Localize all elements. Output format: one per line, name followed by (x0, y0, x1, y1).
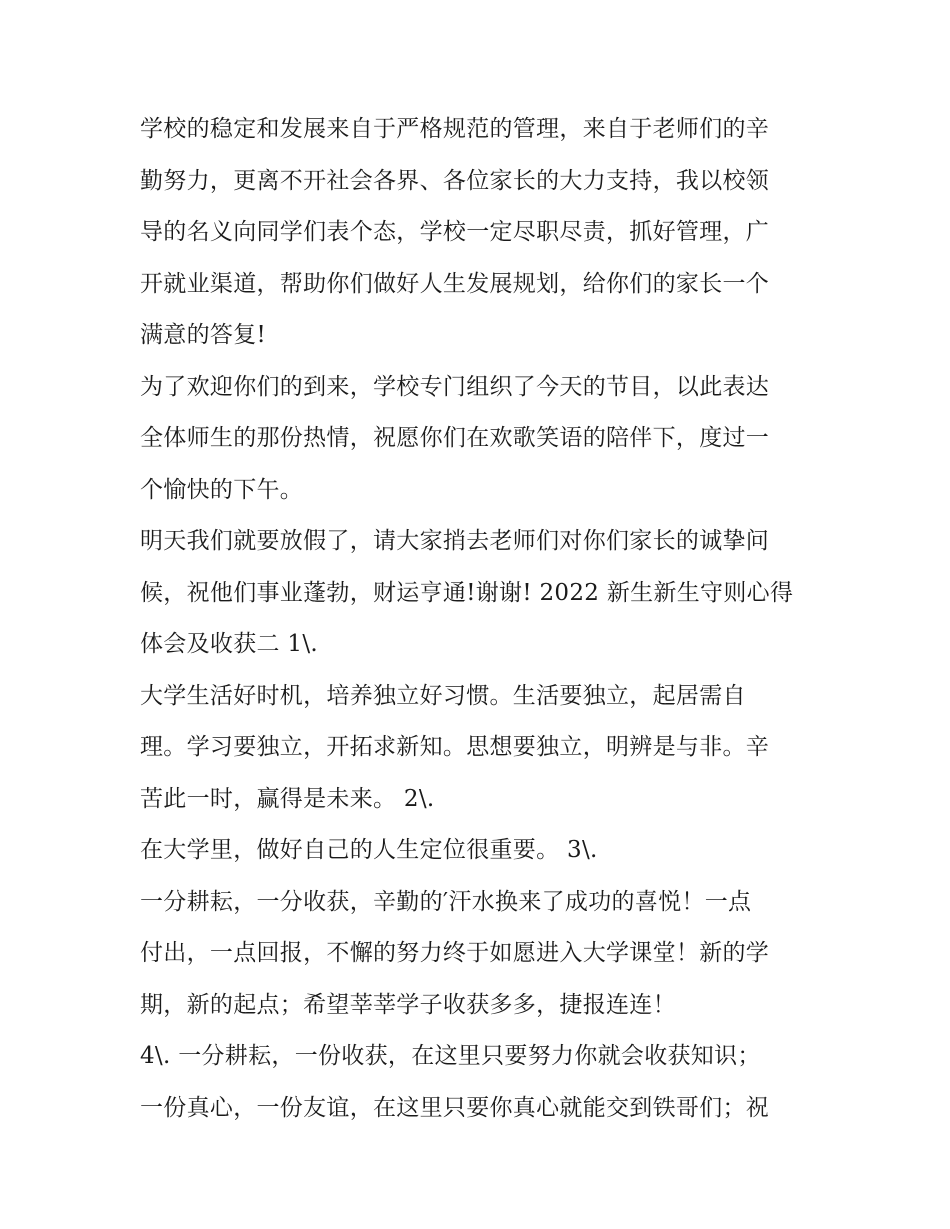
text-line: 理。学习要独立，开拓求新知。思想要独立，明辨是与非。辛 (140, 734, 770, 760)
body-text (140, 104, 820, 1134)
text-line: 满意的答复! (140, 322, 267, 348)
text-line: 勤努力，更离不开社会各界、各位家长的大力支持，我以校领 (140, 167, 770, 194)
text-line: 候，祝他们事业蓬勃，财运亨通!谢谢! 2022 新生新生守则心得 (140, 579, 794, 606)
text-line: 在大学里，做好自己的人生定位很重要。 3\. (140, 837, 598, 863)
text-line: 苦此一时，赢得是未来。 2\. (140, 785, 435, 812)
text-line: 一份真心，一份友谊，在这里只要你真心就能交到铁哥们；祝 (140, 1094, 770, 1121)
text-line: 大学生活好时机，培养独立好习惯。生活要独立，起居需自 (140, 682, 746, 709)
text-line: 导的名义向同学们表个态，学校一定尽职尽责，抓好管理，广 (140, 219, 770, 245)
text-line: 开就业渠道，帮助你们做好人生发展规划，给你们的家长一个 (140, 270, 770, 297)
text-line: 4\. 一分耕耘，一份收获，在这里只要努力你就会收获知识； (140, 1043, 761, 1069)
text-line: 体会及收获二 1\. (140, 631, 319, 657)
text-line: 明天我们就要放假了，请大家捎去老师们对你们家长的诚挚问 (140, 528, 770, 554)
text-line: 为了欢迎你们的到来，学校专门组织了今天的节目，以此表达 (140, 373, 770, 400)
text-line: 学校的稳定和发展来自于严格规范的管理，来自于老师们的辛 (140, 116, 770, 142)
text-line: 全体师生的那份热情，祝愿你们在欢歌笑语的陪伴下，度过一 (140, 425, 770, 451)
text-line: 一分耕耘，一分收获，辛勤的′汗水换来了成功的喜悦！一点 (140, 888, 752, 915)
text-line: 期，新的起点；希望莘莘学子收获多多，捷报连连！ (140, 991, 676, 1018)
text-line: 付出，一点回报，不懈的努力终于如愿进入大学课堂！新的学 (140, 940, 770, 966)
text-line: 个愉快的下午。 (140, 476, 304, 503)
